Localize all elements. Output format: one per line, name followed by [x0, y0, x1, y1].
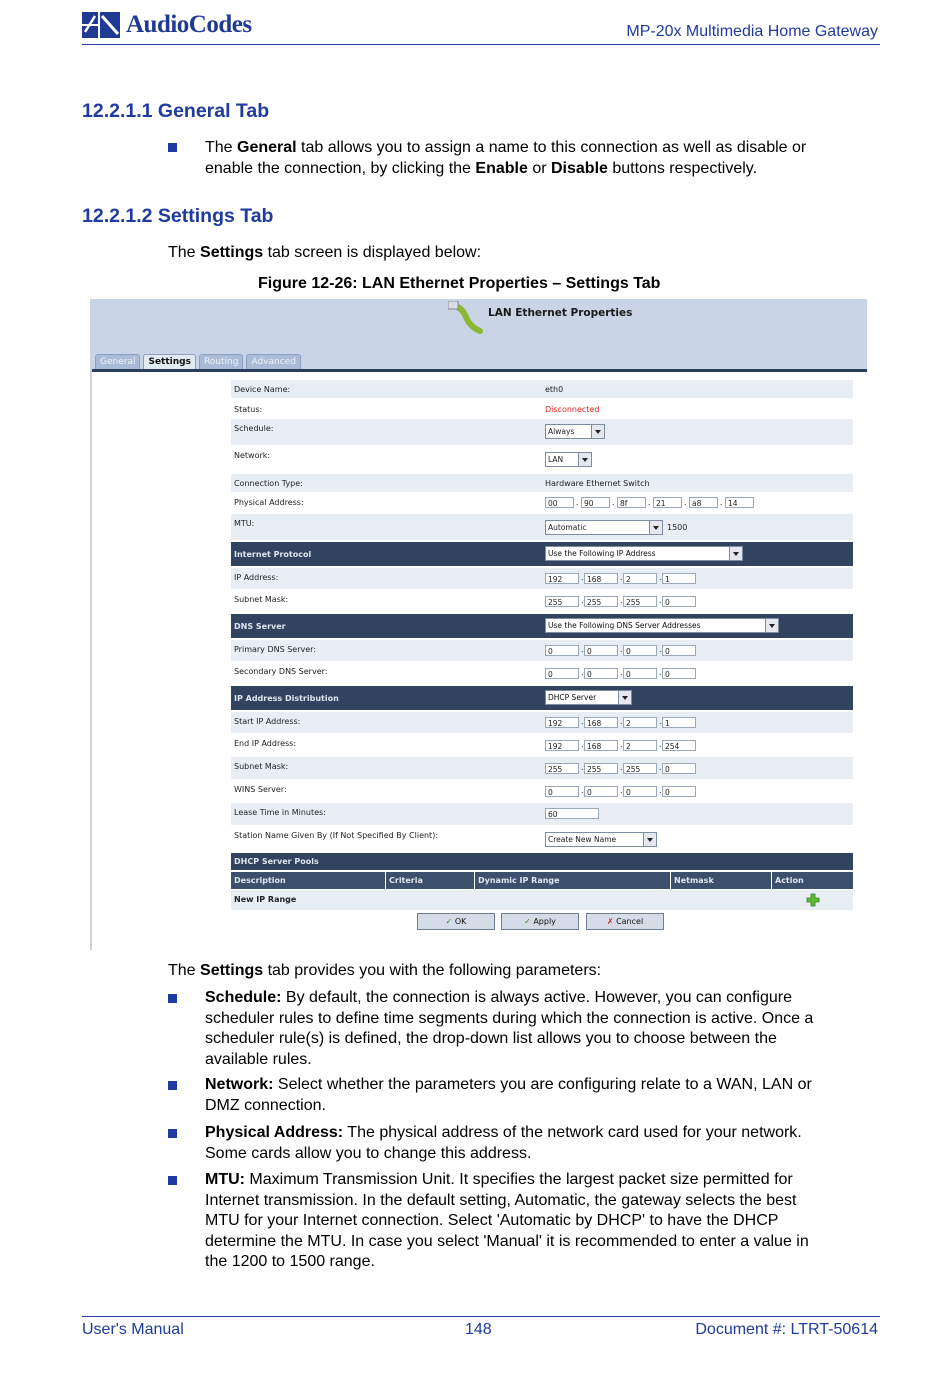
start-octet-4-input[interactable]: 1 [662, 717, 696, 728]
schedule-select[interactable]: Always [545, 424, 605, 439]
dhcp-pools-header: DHCP Server Pools [231, 853, 853, 870]
mac-octet-1-input[interactable]: 00 [545, 497, 574, 508]
end-octet-1-input[interactable]: 192 [545, 740, 579, 751]
chevron-down-icon [729, 547, 742, 560]
tab-advanced[interactable]: Advanced [246, 354, 300, 370]
ethernet-cable-icon [448, 301, 484, 335]
mask-octet-3-input[interactable]: 255 [623, 596, 657, 607]
mac-octet-3-input[interactable]: 8f [617, 497, 646, 508]
start-octet-2-input[interactable]: 168 [584, 717, 618, 728]
mask-octet-4-input[interactable]: 0 [662, 596, 696, 607]
header-rule [82, 44, 880, 45]
page-number: 148 [465, 1321, 492, 1338]
wins-server-row: WINS Server: 0 . 0 . 0 . 0 [231, 780, 853, 802]
dns-server-header: DNS Server Use the Following DNS Server Addresses [231, 614, 853, 638]
col-dynamic-ip-range: Dynamic IP Range [475, 872, 671, 889]
dmask-octet-4-input[interactable]: 0 [662, 763, 696, 774]
start-ip-row: Start IP Address: 192 . 168 . 2 . 1 [231, 712, 853, 733]
section-heading-settings: 12.2.1.2 Settings Tab [82, 205, 274, 227]
device-name-value: eth0 [545, 385, 564, 394]
screenshot-title: LAN Ethernet Properties [488, 307, 633, 319]
mac-octet-4-input[interactable]: 21 [653, 497, 682, 508]
ip-mode-select[interactable]: Use the Following IP Address [545, 546, 743, 561]
network-row: Network: LAN [231, 446, 853, 472]
dns2-octet-1-input[interactable]: 0 [545, 668, 579, 679]
dist-subnet-mask-row: Subnet Mask: 255 . 255 . 255 . 0 [231, 757, 853, 779]
end-ip-row: End IP Address: 192 . 168 . 2 . 254 [231, 734, 853, 756]
start-octet-1-input[interactable]: 192 [545, 717, 579, 728]
device-name-row: Device Name: eth0 [231, 380, 853, 398]
secondary-dns-row: Secondary DNS Server: 0 . 0 . 0 . 0 [231, 662, 853, 684]
param-schedule: Schedule: By default, the connection is always active. However, you can configure scheduler rules to define time segments during which the connection is active. Once a scheduler rule(s) is defined, the drop-down list allows you to choose between the available rules. [205, 989, 814, 1068]
logo-text: AudioCodes [126, 11, 252, 38]
bullet-square-icon [168, 143, 177, 152]
wins-octet-3-input[interactable]: 0 [623, 786, 657, 797]
ok-button[interactable]: ✓ OK [417, 913, 495, 930]
ip-octet-2-input[interactable]: 168 [584, 573, 618, 584]
end-octet-4-input[interactable]: 254 [662, 740, 696, 751]
chevron-down-icon [591, 425, 604, 438]
col-action: Action [775, 876, 804, 885]
params-intro: The Settings tab provides you with the following parameters: [168, 962, 602, 979]
tab-general[interactable]: General [95, 354, 140, 370]
dns1-octet-4-input[interactable]: 0 [662, 645, 696, 656]
table-row [231, 890, 853, 910]
param-physical-address: Physical Address: The physical address of the network card used for your network. Some cards allow you to change this address. [205, 1124, 802, 1162]
ip-address-row: IP Address: 192 . 168 . 2 . 1 [231, 568, 853, 589]
station-name-row: Station Name Given By (If Not Specified By Client): Create New Name [231, 826, 853, 850]
network-select[interactable]: LAN [545, 452, 592, 467]
close-icon: ✗ [606, 917, 614, 926]
chevron-down-icon [649, 521, 662, 534]
bullet-square-icon [168, 1129, 177, 1138]
chevron-down-icon [643, 833, 656, 846]
col-description: Description [231, 872, 386, 889]
bullet-square-icon [168, 1176, 177, 1185]
header-title: MP-20x Multimedia Home Gateway [626, 23, 878, 40]
tab-settings[interactable]: Settings [143, 354, 195, 370]
col-netmask: Netmask [671, 872, 772, 889]
connection-type-value: Hardware Ethernet Switch [545, 479, 650, 488]
new-ip-range-link[interactable]: New IP Range [234, 895, 297, 904]
status-value: Disconnected [545, 405, 600, 414]
end-octet-2-input[interactable]: 168 [584, 740, 618, 751]
param-network: Network: Select whether the parameters you are configuring relate to a WAN, LAN or DMZ connection. [205, 1076, 812, 1114]
mac-octet-2-input[interactable]: 90 [581, 497, 610, 508]
footer-rule [82, 1316, 880, 1317]
wins-octet-4-input[interactable]: 0 [662, 786, 696, 797]
wins-octet-2-input[interactable]: 0 [584, 786, 618, 797]
check-icon: ✓ [524, 917, 531, 926]
mac-octet-6-input[interactable]: 14 [725, 497, 754, 508]
start-octet-3-input[interactable]: 2 [623, 717, 657, 728]
lease-time-input[interactable]: 60 [545, 808, 599, 819]
ip-distribution-header: IP Address Distribution DHCP Server [231, 686, 853, 710]
physical-address-row: Physical Address: 00 . 90 . 8f . 21 . a8 . 14 [231, 493, 853, 513]
mac-octet-5-input[interactable]: a8 [689, 497, 718, 508]
apply-button[interactable]: ✓ Apply [501, 913, 579, 930]
ip-octet-4-input[interactable]: 1 [662, 573, 696, 584]
wins-octet-1-input[interactable]: 0 [545, 786, 579, 797]
tab-bar [95, 354, 301, 370]
mtu-row: MTU: Automatic 1500 [231, 514, 853, 540]
add-icon[interactable] [806, 893, 820, 907]
connection-type-row: Connection Type: Hardware Ethernet Switch [231, 474, 853, 492]
mask-octet-2-input[interactable]: 255 [584, 596, 618, 607]
general-tab-paragraph: The General tab allows you to assign a name to this connection as well as disable or enable the connection, by clicking the Enable or Disable buttons respectively. [205, 139, 807, 177]
document-number: Document #: LTRT-50614 [695, 1321, 878, 1338]
dmask-octet-1-input[interactable]: 255 [545, 763, 579, 774]
dmask-octet-2-input[interactable]: 255 [584, 763, 618, 774]
ip-octet-1-input[interactable]: 192 [545, 573, 579, 584]
dns2-octet-2-input[interactable]: 0 [584, 668, 618, 679]
internet-protocol-header: Internet Protocol Use the Following IP Address [231, 542, 853, 566]
col-criteria: Criteria [386, 872, 475, 889]
dns1-octet-2-input[interactable]: 0 [584, 645, 618, 656]
distribution-mode-select[interactable]: DHCP Server [545, 690, 632, 705]
dmask-octet-3-input[interactable]: 255 [623, 763, 657, 774]
schedule-row: Schedule: Always [231, 419, 853, 445]
settings-panel [92, 372, 867, 950]
chevron-down-icon [765, 619, 778, 632]
lease-time-row: Lease Time in Minutes: 60 [231, 803, 853, 825]
dns1-octet-1-input[interactable]: 0 [545, 645, 579, 656]
dns2-octet-4-input[interactable]: 0 [662, 668, 696, 679]
end-octet-3-input[interactable]: 2 [623, 740, 657, 751]
dns2-octet-3-input[interactable]: 0 [623, 668, 657, 679]
mtu-select[interactable]: Automatic [545, 520, 663, 535]
station-name-select[interactable]: Create New Name [545, 832, 657, 847]
cancel-button[interactable]: ✗ Cancel [586, 913, 664, 930]
lan-ethernet-properties-screenshot [90, 299, 867, 950]
chevron-down-icon [618, 691, 631, 704]
param-mtu: MTU: Maximum Transmission Unit. It specifies the largest packet size permitted for Internet transmission. In the default setting, Automatic, the gateway selects the best MTU for your Internet connection. Select 'Automatic by DHCP' to have the DHCP determine the MTU. In case you select 'Manual' it is recommended to enter a value in the 1200 to 1500 range. [205, 1171, 809, 1270]
settings-intro: The Settings tab screen is displayed below: [168, 244, 482, 261]
status-row: Status: Disconnected [234, 405, 600, 414]
mask-octet-1-input[interactable]: 255 [545, 596, 579, 607]
figure-caption: Figure 12-26: LAN Ethernet Properties – Settings Tab [258, 275, 661, 292]
audiocodes-logo-icon [82, 10, 122, 40]
mtu-value: 1500 [667, 523, 688, 532]
tab-routing[interactable]: Routing [199, 354, 244, 370]
primary-dns-row: Primary DNS Server: 0 . 0 . 0 . 0 [231, 640, 853, 661]
footer-left: User's Manual [82, 1321, 184, 1338]
dns1-octet-3-input[interactable]: 0 [623, 645, 657, 656]
subnet-mask-row: Subnet Mask: 255 . 255 . 255 . 0 [231, 590, 853, 612]
pools-table-header [231, 872, 853, 889]
audiocodes-logo [82, 8, 282, 42]
dns-mode-select[interactable]: Use the Following DNS Server Addresses [545, 618, 779, 633]
section-heading-general: 12.2.1.1 General Tab [82, 100, 270, 122]
check-icon: ✓ [445, 917, 453, 926]
bullet-square-icon [168, 1081, 177, 1090]
chevron-down-icon [578, 453, 591, 466]
ip-octet-3-input[interactable]: 2 [623, 573, 657, 584]
bullet-square-icon [168, 994, 177, 1003]
